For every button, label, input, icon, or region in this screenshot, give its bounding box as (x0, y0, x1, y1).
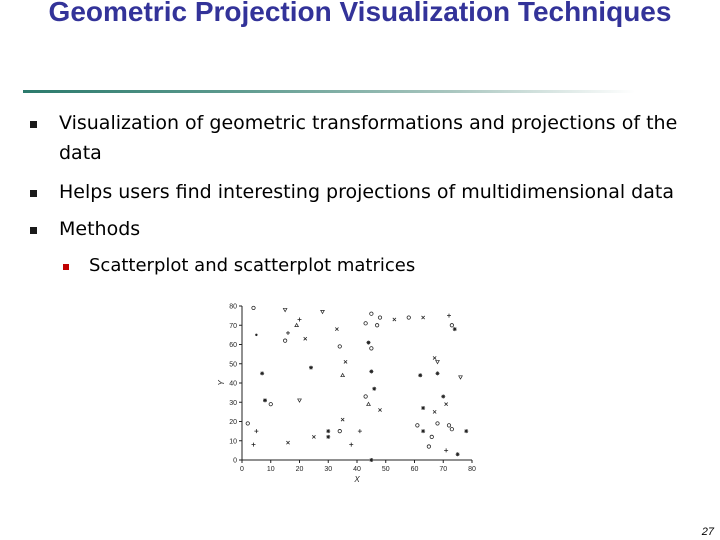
data-point (444, 448, 448, 452)
data-point (367, 402, 371, 405)
scatterplot-figure (200, 296, 490, 486)
data-point (309, 366, 313, 370)
data-point (252, 306, 255, 309)
data-point (326, 429, 330, 433)
x-tick-label: 20 (295, 466, 304, 473)
data-point (421, 406, 425, 410)
y-tick-label: 10 (229, 438, 237, 446)
x-tick-label: 50 (381, 466, 390, 473)
data-point (447, 424, 450, 427)
data-point (321, 310, 325, 313)
data-point (464, 429, 468, 433)
data-point (375, 324, 378, 327)
bullet-text: Methods (59, 218, 141, 240)
data-point (286, 441, 289, 444)
bullet-item-1 (59, 108, 679, 168)
data-point (364, 322, 367, 325)
data-point (441, 394, 445, 398)
data-point (422, 316, 425, 319)
data-point (450, 324, 453, 327)
bullet-item-2 (59, 177, 699, 207)
data-point (456, 452, 460, 456)
data-point (416, 424, 419, 427)
data-point (430, 435, 433, 438)
y-tick-label: 20 (229, 419, 237, 426)
data-point (358, 429, 362, 433)
y-tick-label: 60 (229, 342, 237, 349)
data-point (418, 373, 422, 377)
data-point (370, 347, 373, 350)
data-point (338, 429, 341, 432)
y-tick-label: 0 (233, 457, 237, 465)
data-point (369, 458, 373, 462)
x-tick-label: 0 (240, 466, 244, 473)
x-tick-label: 60 (410, 466, 419, 473)
data-point (326, 435, 330, 439)
data-point (304, 337, 307, 340)
slide-title: Geometric Projection Visualization Techniques (48, 0, 672, 27)
data-point (447, 314, 451, 318)
bullet-text: Helps users find interesting projections of multidimensional data (59, 181, 674, 203)
y-tick-label: 50 (229, 361, 237, 369)
sub-bullet-marker (63, 264, 69, 270)
data-point (341, 418, 344, 421)
bullet-item-3 (59, 214, 359, 244)
x-tick-label: 80 (468, 466, 476, 473)
x-tick-label: 70 (439, 466, 448, 473)
bullet-marker (30, 121, 37, 128)
data-point (378, 408, 381, 411)
title-divider (23, 90, 635, 93)
page-number: 27 (701, 526, 714, 538)
data-point (286, 331, 290, 335)
sub-bullet-text: Scatterplot and scatterplot matrices (89, 255, 416, 276)
data-point (312, 435, 315, 438)
data-point (436, 422, 439, 425)
x-tick-label: 10 (266, 466, 275, 473)
data-point (298, 399, 302, 402)
data-point (335, 328, 338, 331)
data-point (453, 327, 457, 331)
y-tick-label: 30 (229, 399, 237, 407)
x-tick-label: 30 (324, 466, 333, 473)
x-tick-label: 40 (353, 466, 361, 473)
data-point (255, 334, 257, 336)
data-point (459, 376, 463, 379)
data-point (450, 428, 453, 431)
data-point (252, 443, 256, 447)
data-point (393, 318, 396, 321)
data-point (283, 339, 286, 342)
data-point (372, 387, 376, 391)
bullet-marker (30, 227, 37, 234)
data-point (378, 316, 381, 319)
data-point (295, 323, 299, 326)
data-point (433, 410, 436, 413)
data-point (436, 360, 440, 363)
data-point (445, 403, 448, 406)
data-point (436, 371, 440, 375)
bullet-marker (30, 190, 37, 197)
data-point (338, 345, 341, 348)
y-tick-label: 40 (229, 380, 237, 388)
data-point (283, 308, 287, 311)
data-point (369, 369, 373, 373)
data-point (364, 395, 367, 398)
data-point (263, 398, 267, 402)
data-point (246, 422, 249, 425)
data-point (433, 356, 436, 359)
data-point (341, 374, 345, 377)
data-point (407, 316, 410, 319)
data-point (370, 312, 373, 315)
y-axis-label: Y (217, 380, 226, 386)
data-point (254, 429, 258, 433)
y-tick-label: 80 (229, 303, 237, 311)
data-point (260, 371, 264, 375)
data-point (349, 443, 353, 447)
data-point (298, 317, 302, 321)
y-tick-label: 70 (229, 322, 237, 330)
data-point (427, 445, 430, 448)
sub-bullet-item-1 (89, 252, 509, 280)
bullet-text: Visualization of geometric transformations and projections of the data (59, 112, 678, 164)
data-point (344, 360, 347, 363)
data-point (421, 429, 425, 433)
x-axis-label: X (354, 475, 360, 484)
data-point (367, 341, 371, 345)
data-point (269, 402, 272, 405)
